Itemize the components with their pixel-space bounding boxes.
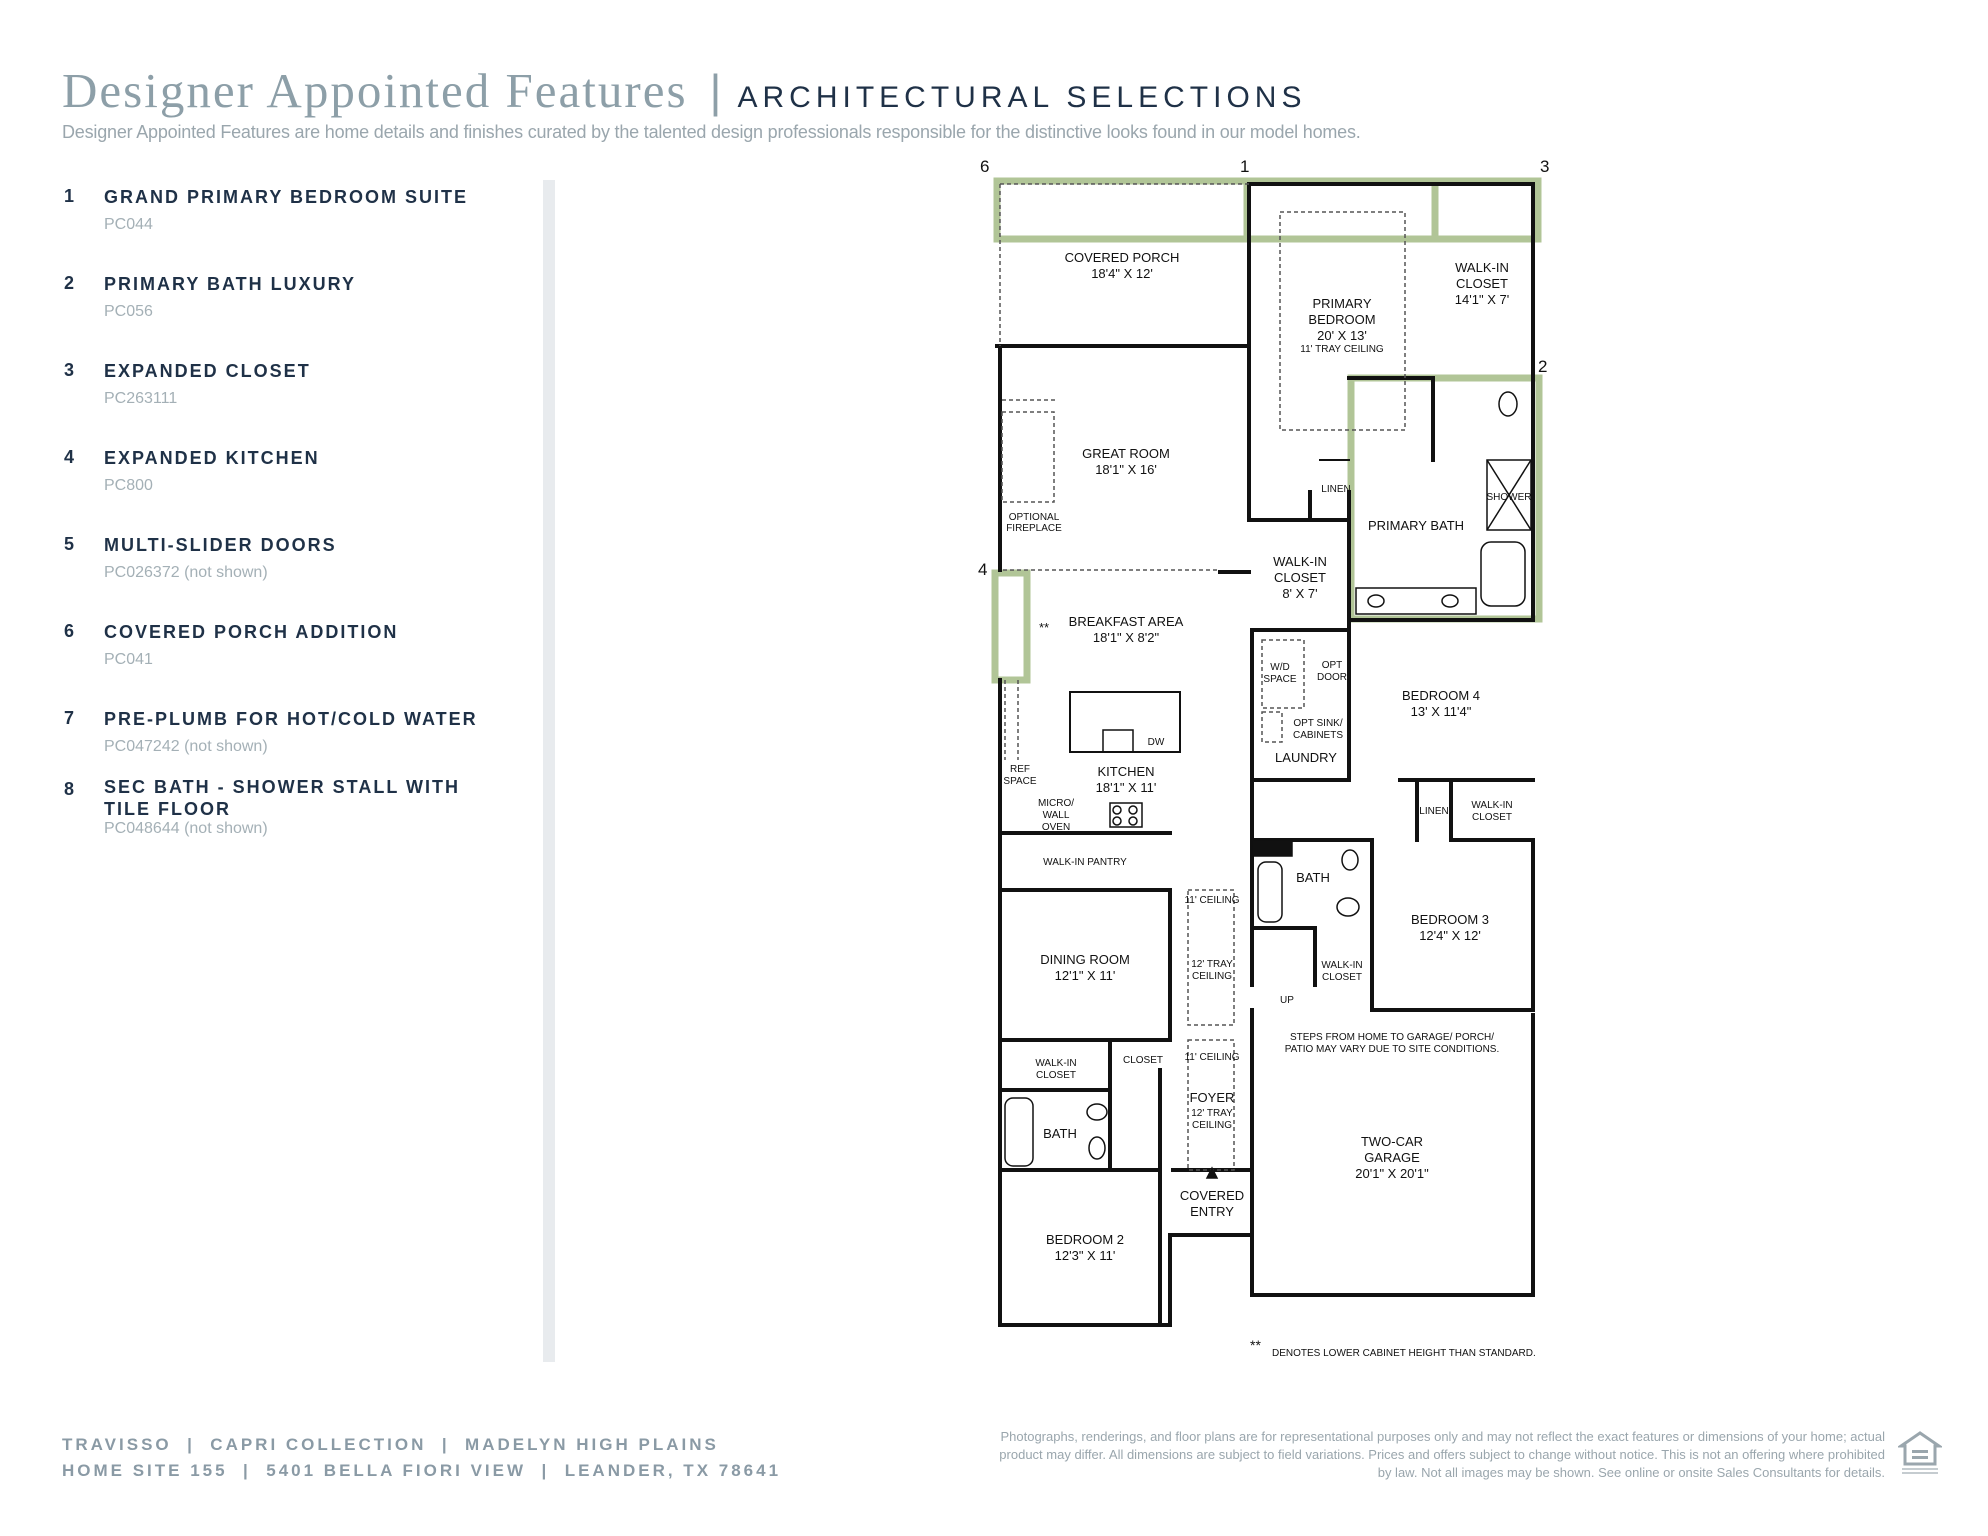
dim-great-room: 18'1" X 16' — [1095, 462, 1157, 477]
dim-kitchen: 18'1" X 11' — [1095, 780, 1157, 795]
label-garage-2: GARAGE — [1364, 1150, 1420, 1165]
feature-code: PC263111 — [104, 390, 178, 407]
steps-note-2: PATIO MAY VARY DUE TO SITE CONDITIONS. — [1284, 1044, 1500, 1055]
feature-number: 7 — [64, 708, 75, 728]
label-walkin-pantry: WALK-IN PANTRY — [1043, 857, 1127, 868]
note-mark: ** — [1250, 1337, 1261, 1353]
label-micro-3: OVEN — [1041, 822, 1071, 833]
label-bedroom-3: BEDROOM 3 — [1410, 912, 1490, 927]
label-bath-2: BATH — [1043, 1126, 1077, 1141]
disclaimer: Photographs, renderings, and floor plans are for representational purposes only and may not reflect the exact features or dimensions of your home; actual product may differ. All dimensions are subject to field variations. Prices and offers subject to change without notice. This is not an offering where prohibited by law. Not all images may be shown. See online or onsite Sales Consultants for details. — [999, 1429, 1885, 1480]
dim-bedroom-3: 12'4" X 12' — [1419, 928, 1481, 943]
feature-number: 2 — [64, 273, 75, 293]
label-covered-porch: COVERED PORCH — [1064, 250, 1180, 265]
label-walkin-closet-e: WALK-IN — [1035, 1058, 1077, 1069]
bathtub — [1258, 862, 1282, 922]
feature-code: PC044 — [104, 216, 153, 233]
label-micro: MICRO/ — [1037, 798, 1075, 809]
label-ref-space-2: SPACE — [1003, 776, 1037, 787]
label-primary-bedroom-2: BEDROOM — [1308, 312, 1376, 327]
label-micro-2: WALL — [1042, 810, 1070, 821]
feature-name: PRE-PLUMB FOR HOT/COLD WATER — [104, 709, 478, 729]
vertical-divider — [543, 180, 555, 1362]
mark-breakfast-area: ** — [1038, 620, 1050, 635]
label-wd-space-2: SPACE — [1263, 674, 1297, 685]
label-breakfast-area: BREAKFAST AREA — [1068, 614, 1184, 629]
label-tray-12: 12' TRAY — [1191, 959, 1233, 970]
callout-4: 4 — [978, 560, 988, 579]
dim-bedroom-2: 12'3" X 11' — [1054, 1248, 1116, 1263]
highlight-porch — [997, 181, 1247, 239]
label-opt-door-2: DOOR — [1317, 672, 1347, 683]
label-bath: BATH — [1296, 870, 1330, 885]
dim-dining-room: 12'1" X 11' — [1054, 968, 1116, 983]
note-primary-bedroom: 11' TRAY CEILING — [1300, 344, 1384, 355]
feature-code: PC047242 (not shown) — [104, 738, 268, 755]
label-foyer-2: 12' TRAY — [1191, 1108, 1233, 1119]
feature-number: 8 — [64, 779, 75, 799]
label-great-room: GREAT ROOM — [1082, 446, 1170, 461]
footer-line-1: TRAVISSO | CAPRI COLLECTION | MADELYN HIGH PLAINS — [62, 1435, 719, 1454]
intro-text: Designer Appointed Features are home details and finishes curated by the talented design professionals responsible for the distinctive looks found in our model homes. — [62, 122, 1361, 142]
label-primary-bath: PRIMARY BATH — [1367, 518, 1465, 533]
label-dining-room: DINING ROOM — [1040, 952, 1130, 967]
label-opt-door: OPT — [1321, 660, 1343, 671]
feature-code: PC026372 (not shown) — [104, 564, 268, 581]
label-walkin-closet-b-2: CLOSET — [1273, 570, 1327, 585]
feature-code: PC041 — [104, 651, 153, 668]
feature-number: 4 — [64, 447, 75, 467]
feature-name: MULTI-SLIDER DOORS — [104, 535, 337, 555]
label-foyer: FOYER — [1189, 1090, 1235, 1105]
label-foyer-3: CEILING — [1191, 1120, 1233, 1131]
label-shower: SHOWER — [1486, 492, 1532, 503]
label-wd-space: W/D — [1270, 662, 1290, 673]
feature-name: SEC BATH - SHOWER STALL WITH TILE FLOOR — [104, 777, 460, 819]
label-linen: LINEN — [1321, 484, 1351, 495]
feature-number: 3 — [64, 360, 75, 380]
highlight-bedroom — [1247, 181, 1435, 239]
dim-bedroom-4: 13' X 11'4" — [1410, 704, 1472, 719]
label-walkin-closet-c: WALK-IN — [1471, 800, 1513, 811]
title-subtitle: ARCHITECTURAL SELECTIONS — [737, 81, 1307, 114]
highlight-closet — [1435, 181, 1538, 239]
toilet-2 — [1089, 1137, 1105, 1159]
label-covered-entry-2: ENTRY — [1190, 1204, 1234, 1219]
highlight-kitchen — [995, 573, 1027, 680]
label-kitchen: KITCHEN — [1097, 764, 1155, 779]
dim-garage: 20'1" X 20'1" — [1355, 1166, 1429, 1181]
page-title — [62, 62, 1306, 122]
label-walkin-closet-d: WALK-IN — [1321, 960, 1363, 971]
label-walkin-closet-d-2: CLOSET — [1321, 972, 1363, 983]
label-opt-sink-2: CABINETS — [1292, 730, 1344, 741]
dim-covered-porch: 18'4" X 12' — [1091, 266, 1153, 281]
feature-code: PC056 — [104, 303, 153, 320]
footer-address — [62, 1432, 781, 1484]
label-bedroom-2: BEDROOM 2 — [1045, 1232, 1125, 1247]
feature-name: EXPANDED KITCHEN — [104, 448, 320, 468]
floor-plan-drawing — [940, 150, 1580, 1370]
callout-6: 6 — [980, 157, 990, 176]
label-closet: CLOSET — [1122, 1055, 1164, 1066]
bathtub-primary — [1481, 542, 1525, 606]
feature-code: PC048644 (not shown) — [104, 820, 268, 837]
feature-code: PC800 — [104, 477, 153, 494]
label-ceiling-11: 11' CEILING — [1184, 895, 1240, 906]
toilet-primary — [1499, 392, 1517, 416]
bathtub-2 — [1005, 1098, 1033, 1166]
dim-walkin-closet: 14'1" X 7' — [1454, 292, 1510, 307]
label-covered-entry: COVERED — [1179, 1188, 1245, 1203]
floor-plan — [940, 150, 1580, 1370]
dim-breakfast-area: 18'1" X 8'2" — [1092, 630, 1160, 645]
label-opt-sink: OPT SINK/ — [1293, 718, 1343, 729]
toilet — [1337, 898, 1359, 916]
label-bedroom-4: BEDROOM 4 — [1401, 688, 1481, 703]
feature-number: 1 — [64, 186, 75, 206]
label-optional-fireplace-2: FIREPLACE — [1006, 523, 1062, 534]
footer-line-2: HOME SITE 155 | 5401 BELLA FIORI VIEW | LEANDER, TX 78641 — [62, 1461, 782, 1480]
label-up: UP — [1280, 995, 1294, 1006]
label-garage: TWO-CAR — [1360, 1134, 1424, 1149]
label-walkin-closet: WALK-IN — [1455, 260, 1509, 275]
label-ceiling-11-foyer: 11' CEILING — [1184, 1052, 1240, 1063]
label-primary-bedroom: PRIMARY — [1312, 296, 1372, 311]
feature-name: GRAND PRIMARY BEDROOM SUITE — [104, 187, 469, 207]
feature-number: 5 — [64, 534, 75, 554]
label-optional-fireplace: OPTIONAL — [1008, 512, 1060, 523]
label-walkin-closet-b: WALK-IN — [1273, 554, 1327, 569]
callout-1: 1 — [1240, 157, 1250, 176]
feature-name: PRIMARY BATH LUXURY — [104, 274, 357, 294]
label-dw: DW — [1147, 737, 1165, 748]
dim-walkin-closet-b: 8' X 7' — [1282, 586, 1318, 601]
note-text: DENOTES LOWER CABINET HEIGHT THAN STANDARD. — [1272, 1348, 1536, 1359]
feature-name: EXPANDED CLOSET — [104, 361, 311, 381]
title-main: Designer Appointed Features — [62, 63, 688, 118]
label-laundry: LAUNDRY — [1275, 750, 1337, 765]
steps-note: STEPS FROM HOME TO GARAGE/ PORCH/ — [1289, 1032, 1495, 1043]
walls — [997, 184, 1533, 1325]
dim-primary-bedroom: 20' X 13' — [1317, 328, 1367, 343]
label-walkin-closet-2: CLOSET — [1455, 276, 1509, 291]
title-separator: | — [709, 65, 722, 117]
equal-housing-icon — [1898, 1430, 1942, 1478]
label-ref-space: REF — [1010, 764, 1030, 775]
feature-number: 6 — [64, 621, 75, 641]
label-walkin-closet-e-2: CLOSET — [1035, 1070, 1077, 1081]
feature-name: COVERED PORCH ADDITION — [104, 622, 399, 642]
label-tray-12-2: CEILING — [1191, 971, 1233, 982]
callout-2: 2 — [1538, 357, 1548, 376]
label-linen-2: LINEN — [1419, 806, 1449, 817]
label-walkin-closet-c-2: CLOSET — [1471, 812, 1513, 823]
callout-3: 3 — [1540, 157, 1550, 176]
